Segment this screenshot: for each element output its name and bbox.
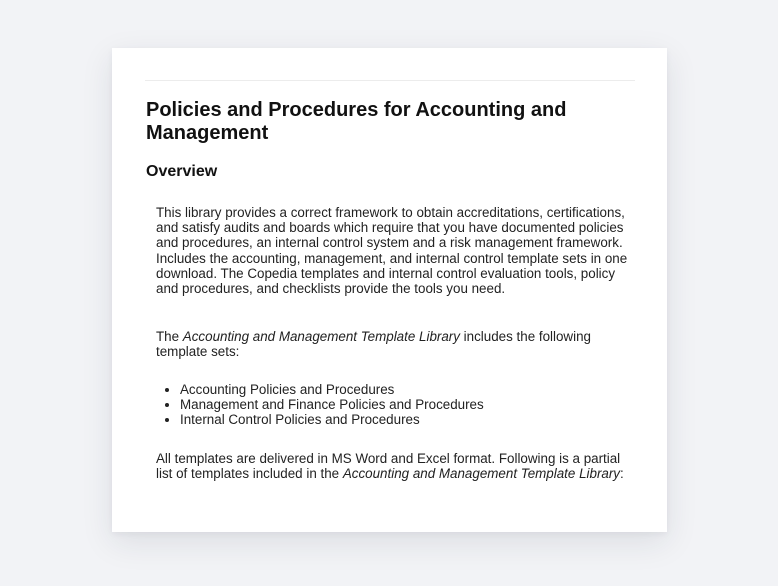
library-name: Accounting and Management Template Library: [342, 466, 620, 482]
list-item: • Accounting Policies and Procedures: [180, 382, 636, 397]
template-sets-list: [156, 382, 636, 428]
list-item: • Internal Control Policies and Procedures: [180, 412, 636, 427]
page-title: Policies and Procedures for Accounting and Management: [146, 99, 567, 144]
library-paragraph-suffix: includes the following template sets:: [156, 329, 591, 360]
format-paragraph-prefix: All templates are delivered in MS Word and Excel format. Following is a partial list of templates included in the: [156, 451, 621, 482]
list-item: • Management and Finance Policies and Procedures: [180, 397, 636, 412]
document-card: [112, 48, 667, 532]
library-name: Accounting and Management Template Library: [182, 329, 460, 344]
library-paragraph: [156, 329, 636, 359]
intro-paragraph: This library provides a correct framework to obtain accreditations, certifications, and satisfy audits and boards which require that you have documented policies and procedures, an internal control system and a risk management framework. Includes the accounting, management, and internal control template sets in one download. The Copedia templates and internal control evaluation tools, policy and procedures, and checklists provide the tools you need.: [156, 205, 628, 297]
format-paragraph-suffix: :: [620, 466, 624, 482]
format-paragraph: [156, 451, 636, 481]
library-paragraph-prefix: The: [156, 329, 183, 344]
overview-heading: Overview: [146, 163, 218, 180]
divider: [145, 80, 635, 81]
